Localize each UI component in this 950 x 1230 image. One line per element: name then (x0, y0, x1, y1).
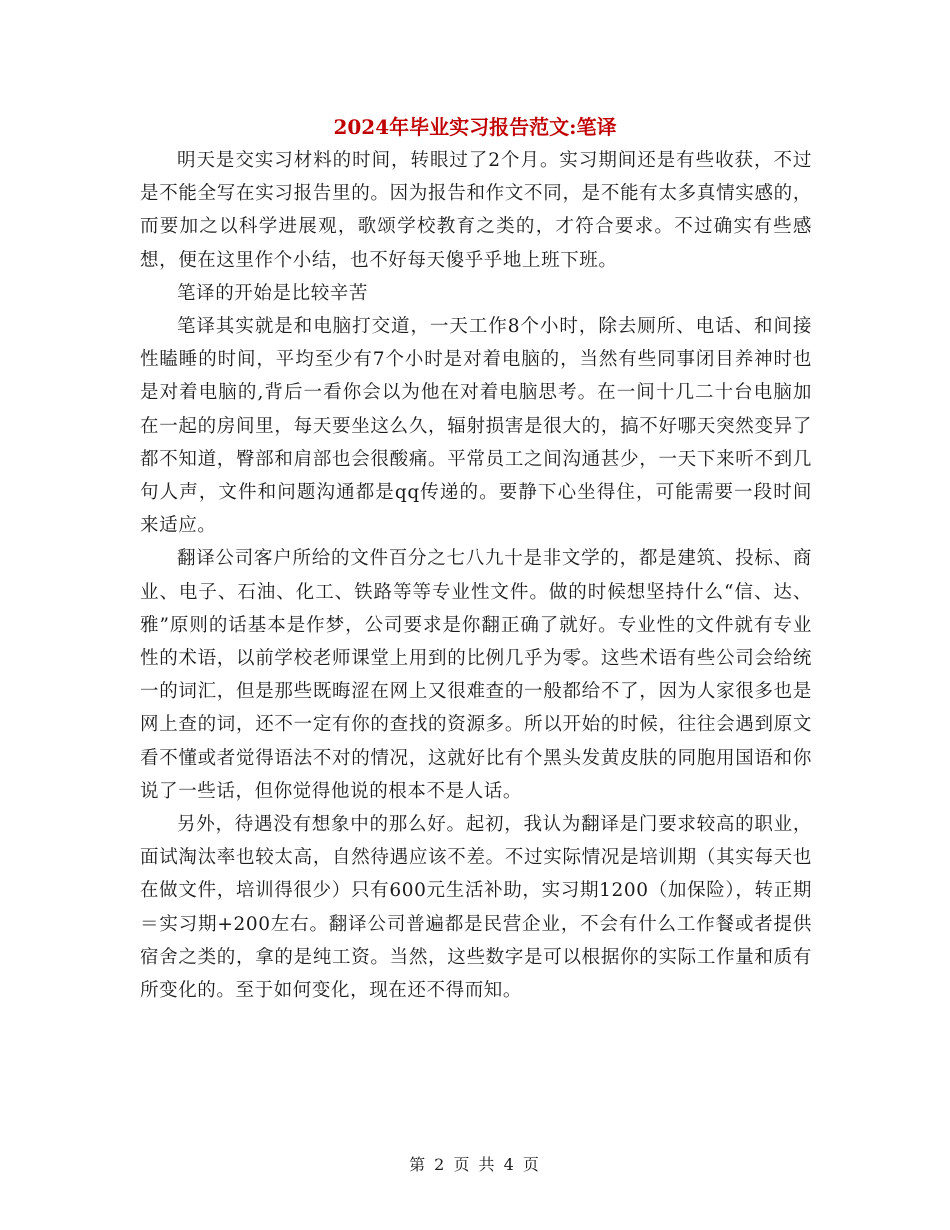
paragraph-computer-work: 笔译其实就是和电脑打交道，一天工作8个小时，除去厕所、电话、和间接性瞌睡的时间，平均至少有7个小时是对着电脑的，当然有些同事闭目养神时也是对着电脑的,背后一看你会以为他在对着电脑思考。在一间十几二十台电脑加在一起的房间里，每天要坐这么久，辐射损害是很大的，搞不好哪天突然变异了都不知道，臀部和肩部也会很酸痛。平常员工之间沟通甚少，一天下来听不到几句人声，文件和问题沟通都是qq传递的。要静下心坐得住，可能需要一段时间来适应。 (140, 316, 812, 537)
paragraph-intro: 明天是交实习材料的时间，转眼过了2个月。实习期间还是有些收获，不过是不能全写在实习报告里的。因为报告和作文不同，是不能有太多真情实感的，而要加之以科学进展观，歌颂学校教育之类的，才符合要求。不过确实有些感想，便在这里作个小结，也不好每天傻乎乎地上班下班。 (140, 150, 812, 271)
paragraph-salary: 另外，待遇没有想象中的那么好。起初，我认为翻译是门要求较高的职业，面试淘汰率也较太高，自然待遇应该不差。不过实际情况是培训期（其实每天也在做文件，培训得很少）只有600元生活补助，实习期1200（加保险），转正期＝实习期+200左右。翻译公司普遍都是民营企业，不会有什么工作餐或者提供宿舍之类的，拿的是纯工资。当然，这些数字是可以根据你的实际工作量和质有所变化的。至于如何变化，现在还不得而知。 (140, 814, 812, 1002)
paragraph-translation-files: 翻译公司客户所给的文件百分之七八九十是非文学的，都是建筑、投标、商业、电子、石油、化工、铁路等等专业性文件。做的时候想坚持什么“信、达、雅”原则的话基本是作梦，公司要求是你翻正确了就好。专业性的文件就有专业性的术语，以前学校老师课堂上用到的比例几乎为零。这些术语有些公司会给统一的词汇，但是那些既晦涩在网上又很难查的一般都给不了，因为人家很多也是网上查的词，还不一定有你的查找的资源多。所以开始的时候，往往会遇到原文看不懂或者觉得语法不对的情况，这就好比有个黑头发黄皮肤的同胞用国语和你说了一些话，但你觉得他说的根本不是人话。 (140, 548, 812, 802)
document-body (140, 144, 812, 1007)
section-heading: 笔译的开始是比较辛苦 (177, 282, 369, 304)
page-number-footer: 第 2 页 共 4 页 (409, 1155, 541, 1174)
document-title: 2024年毕业实习报告范文:笔译 (333, 115, 617, 139)
